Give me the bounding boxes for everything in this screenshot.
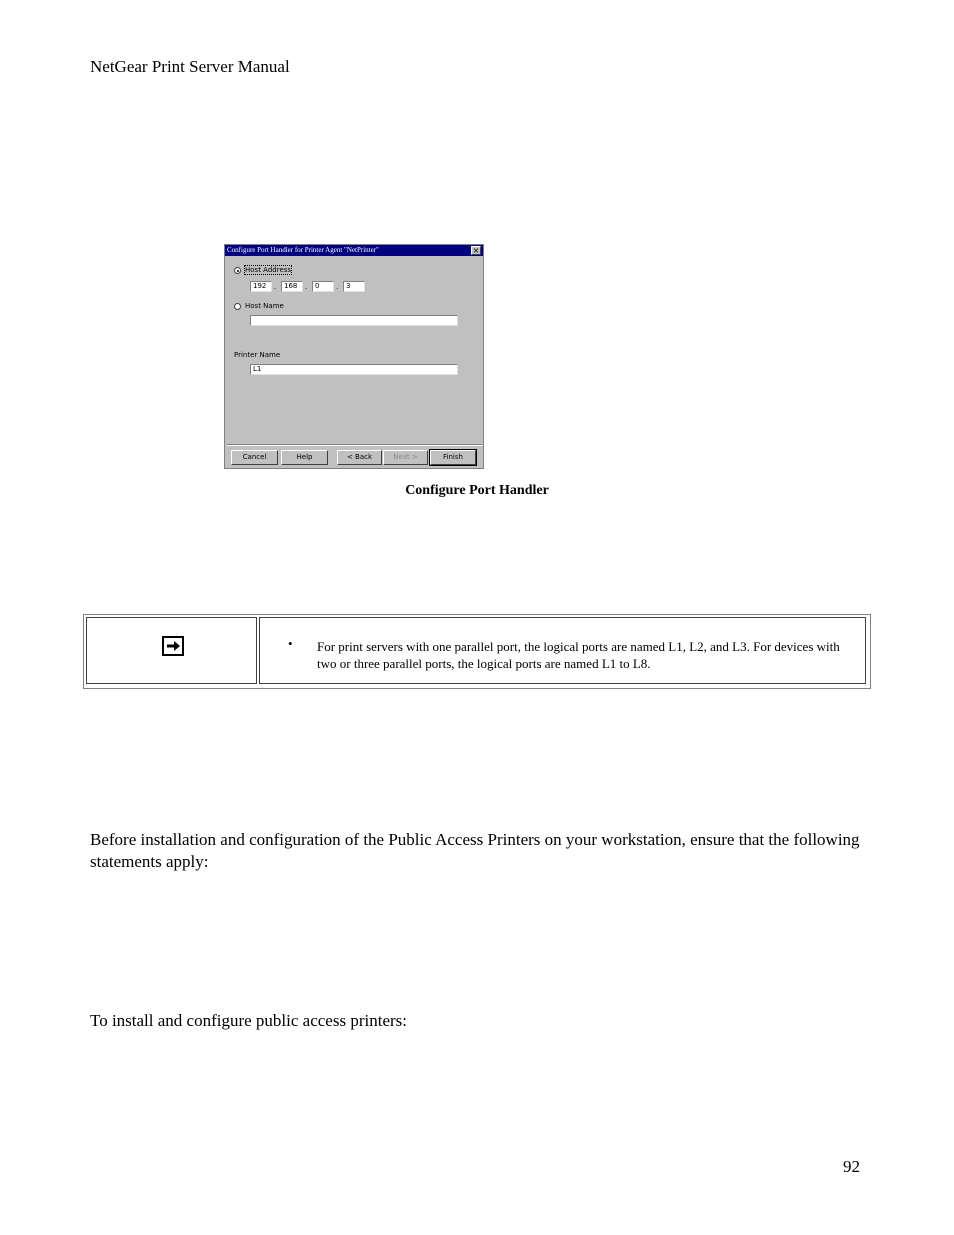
host-address-label: Host Address: [245, 266, 292, 274]
figure-caption: Configure Port Handler: [405, 483, 549, 498]
ip-octet-1[interactable]: 192: [250, 281, 272, 292]
next-button[interactable]: Next >: [383, 450, 428, 465]
host-name-input[interactable]: [250, 315, 458, 326]
back-button[interactable]: < Back: [337, 450, 382, 465]
close-button[interactable]: ×: [472, 246, 480, 255]
note-text: For print servers with one parallel port, the logical ports are named L1, L2, and L3. For devices with two or three parallel ports, the logical ports are named L1 to L8.: [317, 639, 840, 671]
printer-name-input[interactable]: L1: [250, 364, 458, 375]
host-address-radio[interactable]: [234, 267, 241, 274]
help-button[interactable]: Help: [281, 450, 328, 465]
note-icon-cell: [86, 617, 257, 684]
note-table: [83, 614, 871, 689]
configure-port-handler-dialog: Configure Port Handler for Printer Agent "NetPrinter" × Host Address 192 . 168 . 0 . 3 Host Name Printer Name L1 Cancel Help < Back Next > Finish: [224, 244, 484, 469]
dialog-title-bar: Configure Port Handler for Printer Agent "NetPrinter": [225, 245, 483, 256]
ip-octet-4[interactable]: 3: [343, 281, 365, 292]
ip-octet-3[interactable]: 0: [312, 281, 334, 292]
host-name-label: Host Name: [245, 302, 284, 310]
running-header: NetGear Print Server Manual: [90, 57, 290, 76]
ip-octet-2[interactable]: 168: [281, 281, 303, 292]
note-arrow-icon: [162, 636, 184, 656]
note-bullet: •: [288, 636, 293, 651]
paragraph-install-instructions: To install and configure public access printers:: [90, 1011, 407, 1030]
finish-button[interactable]: Finish: [430, 450, 476, 465]
note-text-cell: [259, 617, 866, 684]
printer-name-label: Printer Name: [234, 351, 281, 359]
cancel-button[interactable]: Cancel: [231, 450, 278, 465]
paragraph-before-installation: Before installation and configuration of the Public Access Printers on your workstation, ensure that the following statements apply:: [90, 830, 860, 871]
button-separator: [227, 444, 482, 446]
page-number: 92: [843, 1157, 860, 1176]
host-name-radio[interactable]: [234, 303, 241, 310]
